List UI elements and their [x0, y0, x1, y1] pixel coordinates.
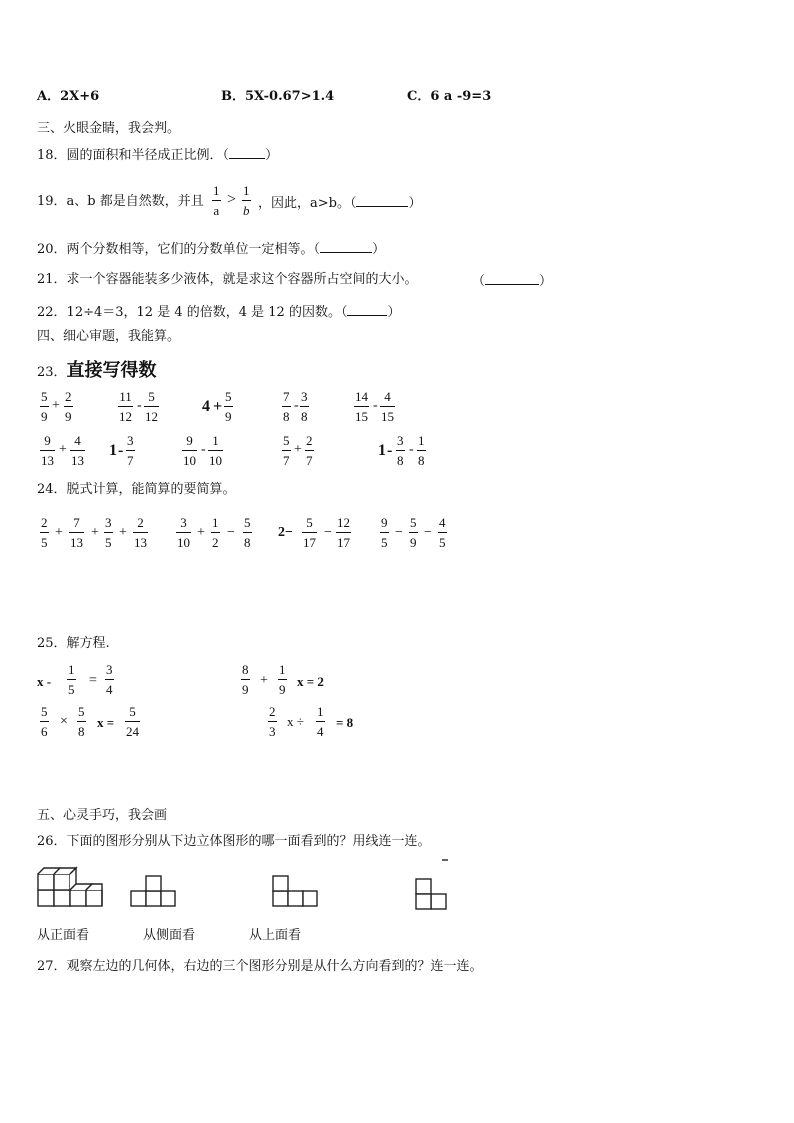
- q23-r2-e2-whole: 1: [109, 442, 117, 459]
- question-21: [37, 272, 418, 288]
- q26-number: 26．: [37, 834, 67, 849]
- label-front-view: 从正面看: [37, 928, 90, 943]
- q25-eq3-result: 5 24: [126, 704, 139, 739]
- q23-r2-e5-op2: -: [409, 442, 414, 457]
- q19-fraction-2: [242, 183, 251, 218]
- q24-e2-frac-2: 1 2: [212, 515, 219, 550]
- q23-r2-e5-frac-b: 3 8: [397, 433, 404, 468]
- q25-number: 25．: [37, 636, 67, 651]
- q23-r2-e3-op: -: [201, 442, 206, 457]
- q25-eq2-frac-b: 1 9: [279, 662, 286, 697]
- q19-fraction-1: [212, 183, 221, 218]
- q25-eq4-x: x ÷: [287, 714, 304, 729]
- q19-text-b: ，因此，a>b。（: [258, 196, 357, 211]
- q25-eq3-frac-b: 5 8: [78, 704, 85, 739]
- section-4-title: 四、细心审题，我能算。: [37, 329, 181, 344]
- q19-number: 19．: [37, 194, 67, 209]
- q23-heading: [37, 356, 157, 382]
- q23-number: 23．: [37, 365, 67, 380]
- q25-eq2-rest: x = 2: [297, 674, 324, 689]
- q22-text: 12÷4＝3，12 是 4 的倍数，4 是 12 的因数。（: [66, 305, 348, 320]
- question-25: [37, 636, 110, 652]
- q23-r1-e5-op: -: [373, 398, 378, 413]
- q25-eq1-frac: 1 5: [68, 662, 75, 697]
- q22-number: 22．: [37, 305, 67, 320]
- q24-e1-op-3: +: [119, 525, 127, 540]
- q23-r2-e1-op: +: [59, 442, 67, 457]
- q23-r1-e1-frac-b: 2 9: [65, 389, 72, 424]
- q18-close: ）: [265, 148, 279, 163]
- q23-r2-e1-frac-a: 9 13: [41, 433, 54, 468]
- q24-e1-op-2: +: [91, 525, 99, 540]
- q23-r1-e5-frac-a: 14 15: [355, 389, 368, 424]
- q19-lead: [37, 194, 204, 210]
- section-3-title: 三、火眼金睛，我会判。: [37, 121, 181, 136]
- choice-c: C．6 a -9=3: [407, 89, 492, 104]
- q24-e1-frac-1: 2 5: [41, 515, 48, 550]
- q23-title: 直接写得数: [66, 360, 157, 381]
- q24-text: 脱式计算，能简算的要简算。: [66, 482, 236, 497]
- q19-gt: >: [227, 191, 237, 208]
- q25-eq1-result: 3 4: [106, 662, 113, 697]
- q24-number: 24．: [37, 482, 67, 497]
- q22-close: ）: [387, 305, 401, 320]
- q25-eq4-frac-a: 2 3: [269, 704, 276, 739]
- choice-a: A．2X+6: [37, 89, 100, 104]
- q23-r2-e2-frac-b: 3 7: [127, 433, 134, 468]
- q19-f1-den: a: [213, 203, 220, 218]
- q23-r2-e5-frac-c: 1 8: [418, 433, 425, 468]
- q19-text-a: a、b 都是自然数，并且: [66, 194, 204, 209]
- q25-eq3-frac-a: 5 6: [41, 704, 48, 739]
- q24-e1-frac-2: 7 13: [70, 515, 83, 550]
- q26-text: 下面的图形分别从下边立体图形的哪一面看到的？用线连一连。: [66, 834, 431, 849]
- q19-f1-num: 1: [213, 183, 220, 198]
- q24-e2-frac-1: 3 10: [177, 515, 190, 550]
- q23-r2-e1-frac-b: 4 13: [71, 433, 84, 468]
- q23-r1-e4-op: -: [294, 398, 299, 413]
- q20-answer-blank[interactable]: [320, 240, 372, 253]
- q23-r2-e5-whole: 1: [378, 442, 386, 459]
- question-26: [37, 834, 431, 850]
- front-view-shape: [130, 874, 176, 908]
- q25-eq2-plus: +: [260, 673, 268, 688]
- question-20: [37, 240, 385, 258]
- q23-r1-e2-op: -: [137, 398, 142, 413]
- q23-r2-e3-frac-a: 9 10: [183, 433, 196, 468]
- q25-eq1-x: x -: [37, 674, 52, 689]
- q24-e4-frac-3: 4 5: [439, 515, 446, 550]
- q23-r1-e3-frac-b: 5 9: [225, 389, 232, 424]
- q22-answer-blank[interactable]: [347, 303, 387, 316]
- q19-f2-num: 1: [243, 183, 250, 198]
- q23-r1-e4-frac-a: 7 8: [283, 389, 290, 424]
- q19-tail: [258, 194, 421, 212]
- q23-r1-e1-frac-a: 5 9: [41, 389, 48, 424]
- q23-r2-e4-op: +: [294, 442, 302, 457]
- q23-r1-e2-frac-b: 5 12: [145, 389, 158, 424]
- q24-e3-lead: 2−: [278, 525, 293, 540]
- section-5-title: 五、心灵手巧，我会画: [37, 808, 168, 823]
- q24-e1-op-1: +: [55, 525, 63, 540]
- solid-figure-image: [36, 862, 102, 910]
- q21-answer: [472, 272, 552, 290]
- q27-text: 观察左边的几何体，右边的三个图形分别是从什么方向看到的？连一连。: [66, 959, 483, 974]
- q19-answer-blank[interactable]: [356, 194, 408, 207]
- q24-e4-op-2: −: [424, 525, 432, 540]
- q24-e2-op-1: +: [197, 525, 205, 540]
- question-24: [37, 482, 236, 498]
- q25-eq2-frac-a: 8 9: [242, 662, 249, 697]
- q23-r1-e1-op: +: [52, 398, 60, 413]
- top-view-shape: [414, 858, 450, 912]
- q19-close: ）: [408, 196, 422, 211]
- q20-number: 20．: [37, 242, 67, 257]
- q25-text: 解方程.: [66, 636, 110, 651]
- q24-e2-op-2: −: [227, 525, 235, 540]
- q23-r1-e4-frac-b: 3 8: [301, 389, 308, 424]
- q25-eq3-x: x =: [97, 715, 115, 730]
- q24-e3-op: −: [324, 525, 332, 540]
- q25-eq3-times: ×: [60, 714, 68, 729]
- question-27: [37, 959, 483, 975]
- question-18: [37, 146, 278, 164]
- q21-number: 21．: [37, 272, 67, 287]
- choice-b: B．5X-0.67>1.4: [221, 89, 335, 104]
- q25-eq4-frac-b: 1 4: [317, 704, 324, 739]
- q23-r1-e5-frac-b: 4 15: [381, 389, 394, 424]
- q24-e1-frac-4: 2 13: [134, 515, 147, 550]
- q20-close: ）: [372, 242, 386, 257]
- q20-text: 两个分数相等，它们的分数单位一定相等。（: [66, 242, 321, 257]
- q23-r2-e3-frac-b: 1 10: [209, 433, 222, 468]
- q23-r1-e3-whole: 4: [202, 398, 210, 415]
- q27-number: 27．: [37, 959, 67, 974]
- q24-e4-op-1: −: [395, 525, 403, 540]
- side-view-shape: [271, 874, 319, 908]
- q21-open: （: [472, 274, 486, 289]
- q23-r1-e3-op: +: [213, 398, 223, 415]
- q24-e4-frac-2: 5 9: [410, 515, 417, 550]
- q23-r2-e2-op: -: [118, 442, 124, 459]
- q23-r1-e2-frac-a: 11 12: [119, 389, 132, 424]
- q24-e3-frac-2: 12 17: [337, 515, 350, 550]
- q21-close: ）: [539, 274, 553, 289]
- q19-f2-den: b: [243, 203, 250, 218]
- q18-text: 圆的面积和半径成正比例．（: [66, 148, 230, 163]
- q21-text: 求一个容器能装多少液体，就是求这个容器所占空间的大小。: [66, 272, 418, 287]
- q24-e4-frac-1: 9 5: [381, 515, 388, 550]
- label-top-view: 从上面看: [249, 928, 302, 943]
- label-side-view: 从侧面看: [143, 928, 196, 943]
- q18-number: 18．: [37, 148, 67, 163]
- q25-eq4-rest: = 8: [336, 715, 354, 730]
- q23-r2-e4-frac-b: 2 7: [306, 433, 313, 468]
- question-22: [37, 303, 400, 321]
- q18-answer-blank[interactable]: [229, 146, 265, 159]
- q24-e2-frac-3: 5 8: [244, 515, 251, 550]
- q25-eq1-equals: =: [89, 673, 97, 688]
- q23-r2-e4-frac-a: 5 7: [283, 433, 290, 468]
- q23-r2-e5-op1: -: [387, 442, 393, 459]
- q24-e1-frac-3: 3 5: [105, 515, 112, 550]
- q24-e3-frac-1: 5 17: [303, 515, 316, 550]
- q21-answer-blank[interactable]: [485, 272, 539, 285]
